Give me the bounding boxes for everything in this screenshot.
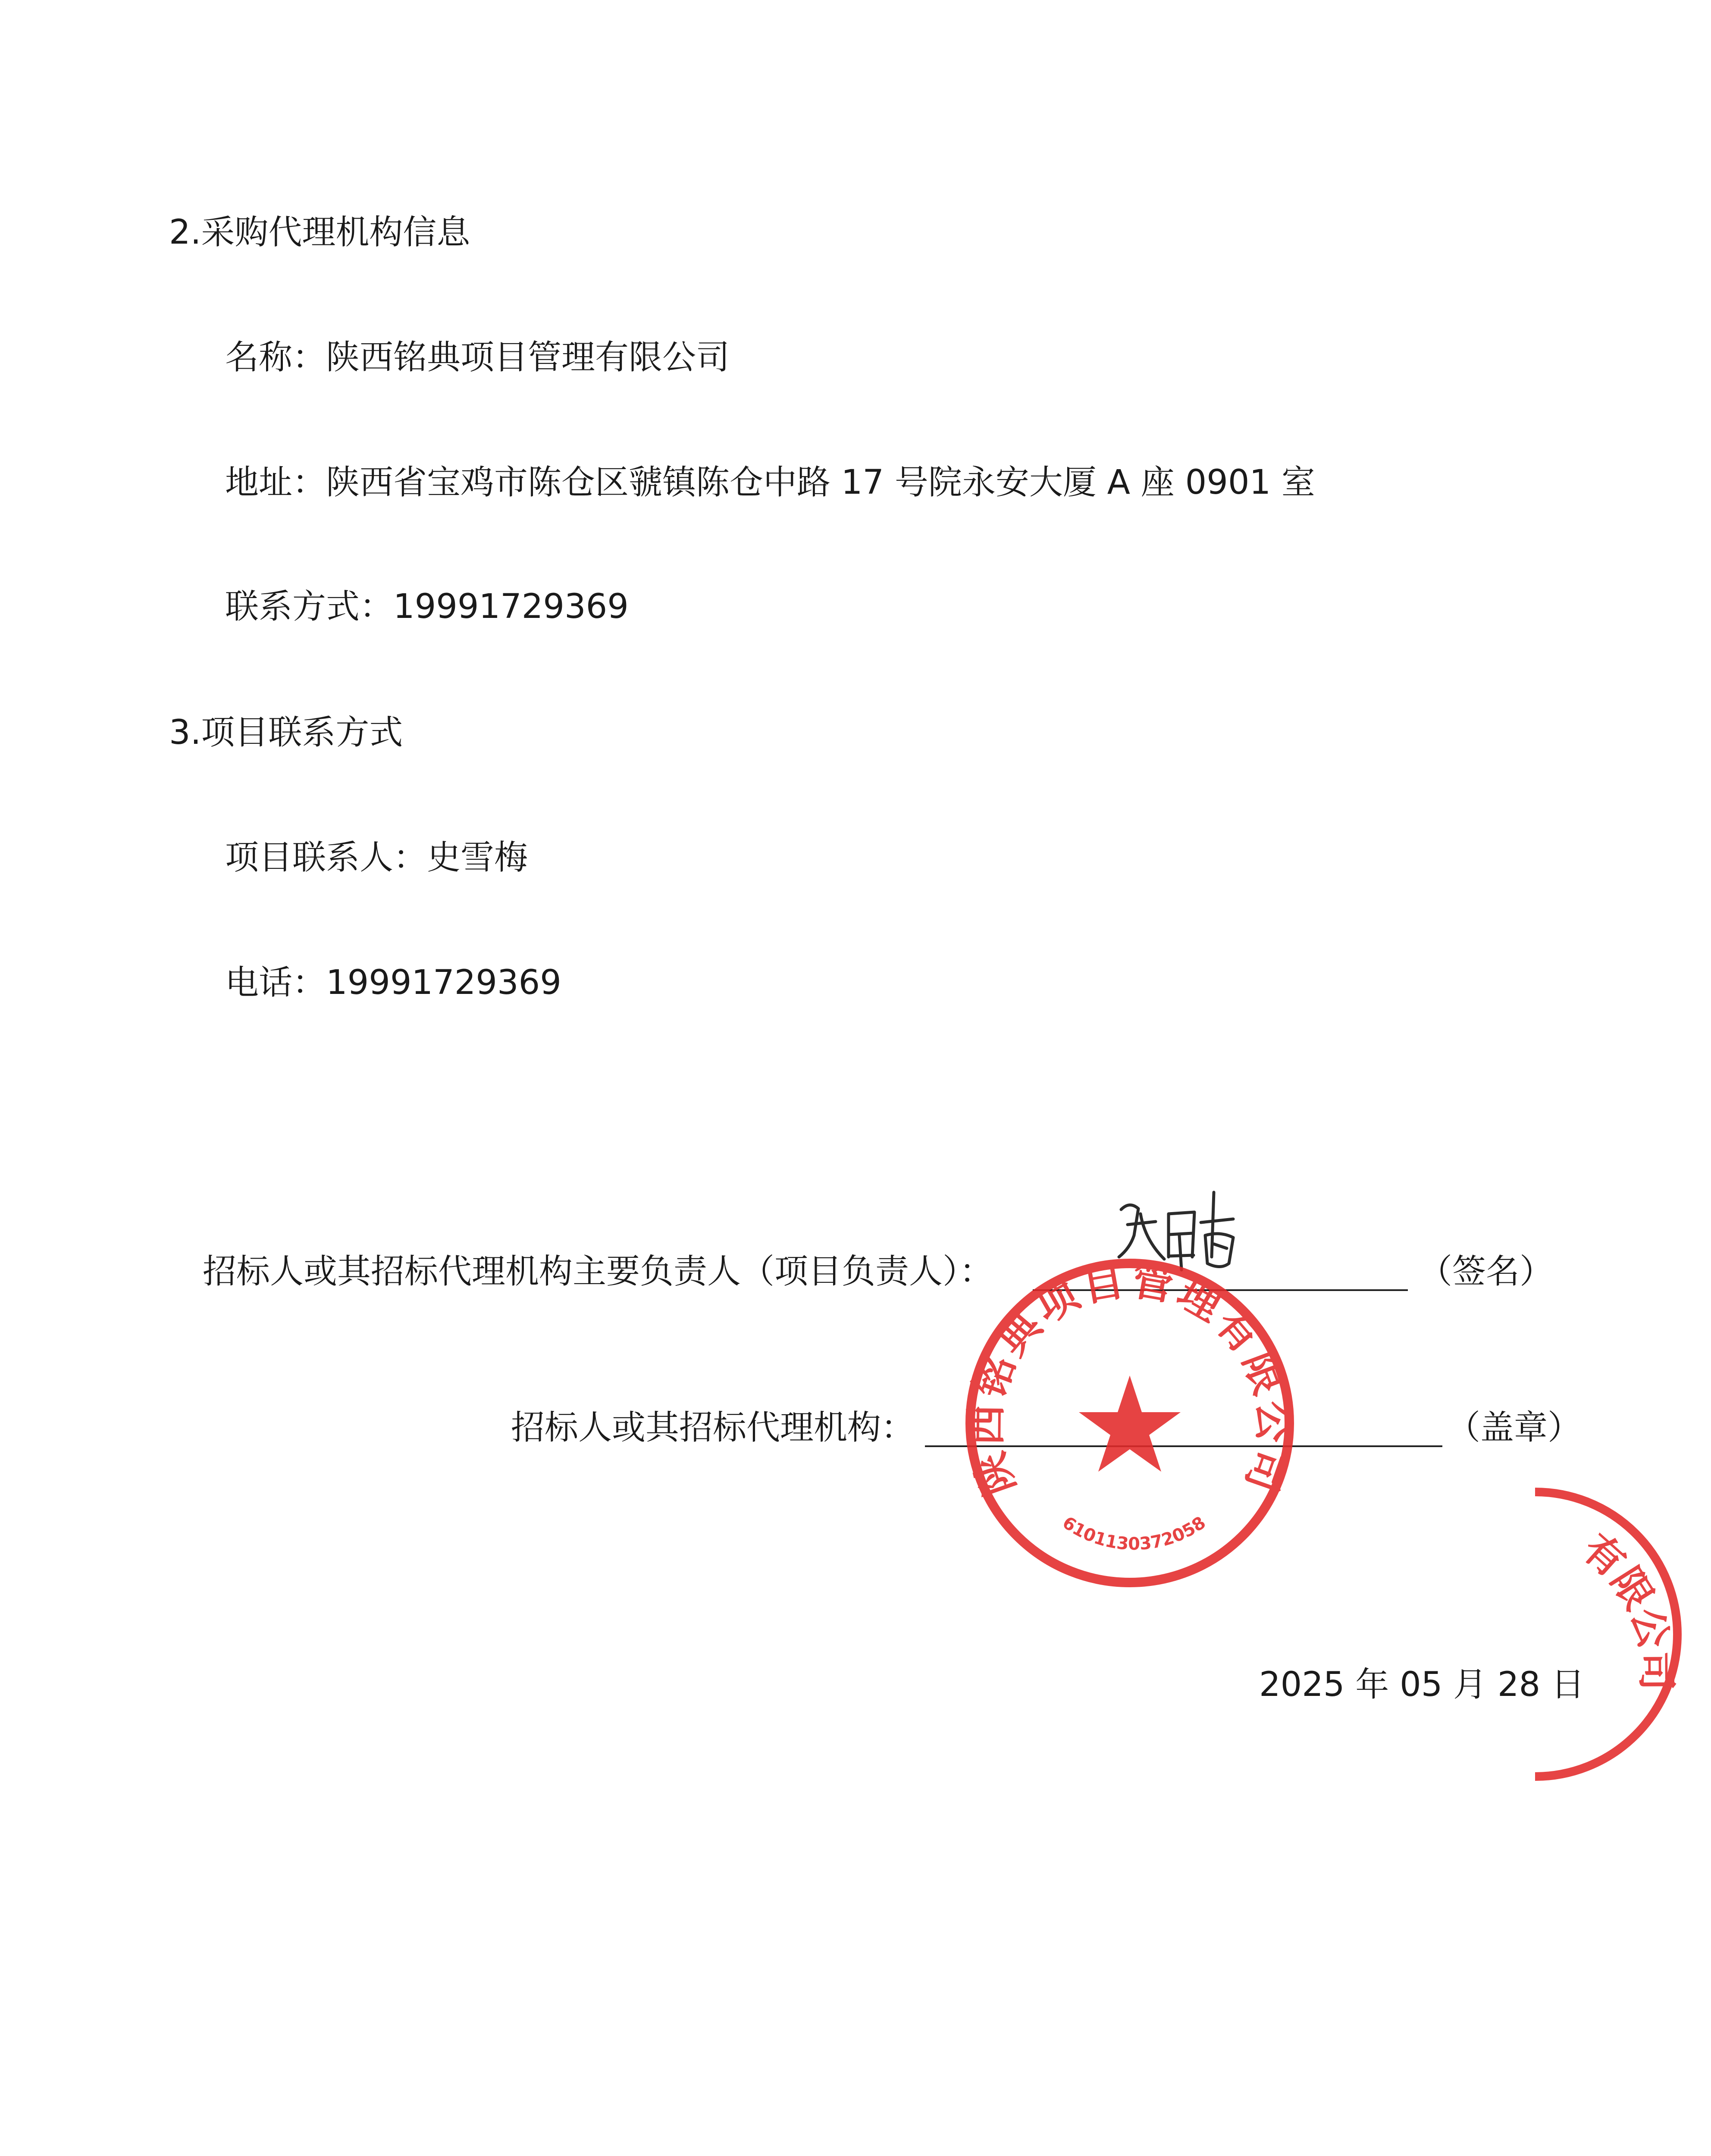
seal-suffix: （盖章）: [1447, 1408, 1582, 1447]
section-2-heading: 2.采购代理机构信息: [169, 213, 470, 252]
agency-name-label: 名称：: [225, 338, 326, 377]
agency-address-row: [225, 463, 1315, 502]
company-seal: [959, 1253, 1300, 1593]
document-date: 2025 年 05 月 28 日: [1259, 1665, 1585, 1704]
star-icon: [1079, 1376, 1181, 1472]
project-contact-label: 项目联系人：: [225, 838, 427, 877]
svg-text:有限公司: [1574, 1525, 1680, 1691]
agency-seal-label: 招标人或其招标代理机构：: [511, 1408, 915, 1447]
phone-label: 电话：: [225, 963, 326, 1002]
seal-registration-number: 6101130372058: [1059, 1513, 1210, 1554]
project-contact-value: 史雪梅: [427, 838, 528, 877]
section-3-heading: 3.项目联系方式: [169, 713, 403, 752]
responsible-person-label: 招标人或其招标代理机构主要负责人（项目负责人）：: [203, 1252, 993, 1291]
phone-row: [225, 963, 561, 1002]
signature-suffix: （签名）: [1419, 1252, 1554, 1291]
partial-seal-text: 有限公司: [1574, 1525, 1680, 1691]
partial-seal: [1535, 1479, 1711, 1789]
phone-value: 19991729369: [326, 963, 561, 1002]
agency-name-value: 陕西铭典项目管理有限公司: [326, 338, 730, 377]
seal-company-name: 陕西铭典项目管理有限公司: [962, 1256, 1298, 1502]
agency-address-value: 陕西省宝鸡市陈仓区虢镇陈仓中路 17 号院永安大厦 A 座 0901 室: [326, 463, 1315, 502]
agency-contact-label: 联系方式：: [225, 587, 394, 626]
agency-name-row: [225, 338, 730, 377]
agency-contact-row: [225, 587, 629, 626]
svg-text:6101130372058: [1059, 1513, 1209, 1554]
agency-contact-value: 19991729369: [393, 587, 629, 626]
project-contact-row: [225, 838, 528, 877]
agency-address-label: 地址：: [225, 463, 326, 502]
